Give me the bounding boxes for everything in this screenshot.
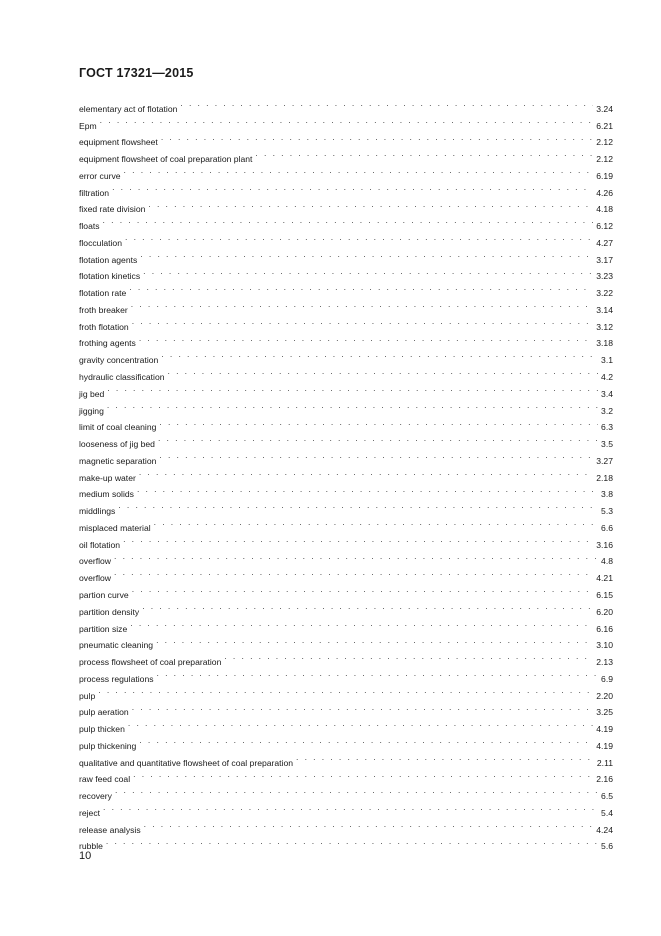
dot-leader: [296, 749, 594, 766]
dot-leader: [154, 514, 598, 531]
index-reference: 4.8: [601, 556, 613, 567]
index-term: reject: [79, 807, 101, 818]
dot-leader: [148, 196, 593, 213]
index-reference: 6.6: [601, 522, 613, 533]
dot-leader: [156, 632, 593, 649]
dot-leader: [168, 363, 599, 380]
index-entry: [79, 833, 613, 850]
dot-leader: [139, 330, 593, 347]
index-entry: [79, 447, 613, 464]
index-term: middlings: [79, 506, 116, 517]
index-entry: [79, 330, 613, 347]
index-term: pulp thicken: [79, 724, 125, 735]
index-term: flotation kinetics: [79, 271, 141, 282]
index-term: froth flotation: [79, 321, 129, 332]
index-reference: 6.21: [596, 120, 613, 131]
index-term: equipment flowsheet of coal preparation plant: [79, 154, 253, 165]
index-entry: [79, 766, 613, 783]
index-list: [79, 95, 613, 852]
dot-leader: [161, 346, 598, 363]
index-term: froth breaker: [79, 304, 128, 315]
index-entry: [79, 648, 613, 668]
index-entry: [79, 95, 613, 112]
dot-leader: [140, 246, 593, 263]
index-entry: [79, 196, 613, 213]
index-term: equipment flowsheet: [79, 137, 158, 148]
dot-leader: [106, 833, 598, 850]
index-reference: 2.20: [596, 690, 613, 701]
index-reference: 3.17: [596, 254, 613, 265]
dot-leader: [115, 782, 598, 799]
index-term: filtration: [79, 187, 110, 198]
index-term: flotation agents: [79, 254, 138, 265]
index-reference: 6.5: [601, 791, 613, 802]
index-entry: [79, 682, 613, 699]
index-reference: 3.12: [596, 321, 613, 332]
dot-leader: [103, 799, 598, 816]
index-entry: [79, 179, 613, 196]
dot-leader: [180, 95, 593, 112]
index-term: pulp: [79, 690, 96, 701]
index-reference: 3.4: [601, 388, 613, 399]
index-entry: [79, 816, 613, 833]
dot-leader: [132, 313, 594, 330]
dot-leader: [107, 397, 598, 414]
dot-leader: [123, 531, 593, 548]
index-reference: 4.19: [596, 740, 613, 751]
index-entry: [79, 246, 613, 263]
index-term: process flowsheet of coal preparation: [79, 657, 222, 668]
dot-leader: [137, 481, 598, 498]
dot-leader: [107, 380, 598, 397]
index-entry: [79, 212, 613, 232]
index-term: pneumatic cleaning: [79, 640, 154, 651]
index-entry: [79, 464, 613, 481]
index-term: pulp thickening: [79, 740, 137, 751]
index-term: raw feed coal: [79, 774, 131, 785]
dot-leader: [98, 682, 593, 699]
index-reference: 3.18: [596, 338, 613, 349]
index-term: error curve: [79, 170, 121, 181]
index-reference: 6.3: [601, 422, 613, 433]
index-entry: [79, 548, 613, 565]
index-entry: [79, 414, 613, 431]
index-reference: 6.12: [596, 221, 613, 232]
index-term: oil flotation: [79, 539, 121, 550]
index-reference: 4.19: [596, 724, 613, 735]
index-term: recovery: [79, 791, 112, 802]
index-term: overflow: [79, 573, 111, 584]
dot-leader: [133, 766, 593, 783]
index-term: process regulations: [79, 673, 154, 684]
index-reference: 3.14: [596, 304, 613, 315]
index-reference: 6.15: [596, 589, 613, 600]
index-term: Epm: [79, 120, 97, 131]
index-term: overflow: [79, 556, 111, 567]
index-entry: [79, 665, 613, 682]
index-term: fixed rate division: [79, 204, 146, 215]
dot-leader: [130, 615, 593, 632]
index-term: release analysis: [79, 824, 141, 835]
index-reference: 2.12: [596, 154, 613, 165]
dot-leader: [100, 112, 594, 129]
index-entry: [79, 296, 613, 313]
page-number: 10: [79, 850, 92, 862]
index-reference: 3.22: [596, 288, 613, 299]
index-entry: [79, 430, 613, 450]
index-reference: 2.12: [596, 137, 613, 148]
index-entry: [79, 229, 613, 246]
index-entry: [79, 615, 613, 632]
dot-leader: [124, 162, 594, 179]
dot-leader: [144, 816, 594, 833]
index-reference: 6.19: [596, 170, 613, 181]
index-reference: 3.23: [596, 271, 613, 282]
dot-leader: [125, 229, 593, 246]
index-entry: [79, 514, 613, 531]
dot-leader: [114, 548, 598, 565]
index-term: magnetic separation: [79, 455, 157, 466]
index-reference: 3.5: [601, 439, 613, 450]
index-entry: [79, 346, 613, 366]
dot-leader: [157, 665, 599, 682]
dot-leader: [118, 497, 598, 514]
index-term: partition size: [79, 623, 128, 634]
index-entry: [79, 313, 613, 330]
index-entry: [79, 715, 613, 735]
index-entry: [79, 531, 613, 548]
index-term: pulp aeration: [79, 707, 129, 718]
index-term: medium solids: [79, 489, 134, 500]
index-reference: 3.24: [596, 103, 613, 114]
index-entry: [79, 497, 613, 517]
index-entry: [79, 380, 613, 397]
index-entry: [79, 162, 613, 179]
index-reference: 3.1: [601, 355, 613, 366]
index-reference: 2.13: [596, 657, 613, 668]
index-entry: [79, 632, 613, 649]
dot-leader: [112, 179, 593, 196]
index-term: gravity concentration: [79, 355, 159, 366]
dot-leader: [255, 145, 593, 162]
index-reference: 6.16: [596, 623, 613, 634]
index-reference: 3.27: [596, 455, 613, 466]
index-reference: 4.2: [601, 372, 613, 383]
dot-leader: [132, 699, 594, 716]
index-reference: 3.16: [596, 539, 613, 550]
index-entry: [79, 129, 613, 146]
index-entry: [79, 564, 613, 584]
index-reference: 4.21: [596, 573, 613, 584]
dot-leader: [132, 581, 594, 598]
index-entry: [79, 699, 613, 716]
dot-leader: [161, 129, 593, 146]
index-term: make-up water: [79, 472, 136, 483]
index-term: limit of coal cleaning: [79, 422, 157, 433]
index-term: hydraulic classification: [79, 372, 165, 383]
index-entry: [79, 749, 613, 766]
dot-leader: [142, 598, 593, 615]
dot-leader: [103, 212, 594, 229]
index-term: qualitative and quantitative flowsheet of coal preparation: [79, 757, 294, 768]
dot-leader: [139, 732, 593, 749]
dot-leader: [158, 430, 598, 447]
index-term: flotation rate: [79, 288, 127, 299]
index-entry: [79, 279, 613, 299]
index-term: frothing agents: [79, 338, 136, 349]
index-term: jigging: [79, 405, 104, 416]
index-entry: [79, 397, 613, 414]
index-term: partition density: [79, 606, 140, 617]
index-reference: 5.4: [601, 807, 613, 818]
index-reference: 2.11: [596, 757, 613, 768]
index-term: floats: [79, 221, 100, 232]
index-entry: [79, 481, 613, 498]
index-reference: 3.2: [601, 405, 613, 416]
index-reference: 6.9: [601, 673, 613, 684]
dot-leader: [159, 447, 593, 464]
index-reference: 2.18: [596, 472, 613, 483]
index-term: partion curve: [79, 589, 129, 600]
dot-leader: [224, 648, 593, 665]
index-entry: [79, 581, 613, 598]
index-entry: [79, 598, 613, 615]
dot-leader: [159, 414, 598, 431]
index-reference: 3.25: [596, 707, 613, 718]
dot-leader: [139, 464, 593, 481]
index-entry: [79, 732, 613, 749]
index-term: misplaced material: [79, 522, 151, 533]
page-header: ГОСТ 17321—2015: [79, 66, 194, 80]
index-term: jig bed: [79, 388, 105, 399]
index-reference: 3.10: [596, 640, 613, 651]
index-reference: 2.16: [596, 774, 613, 785]
dot-leader: [129, 279, 593, 296]
dot-leader: [128, 715, 593, 732]
index-reference: 5.3: [601, 506, 613, 517]
index-reference: 4.24: [596, 824, 613, 835]
index-term: elementary act of flotation: [79, 103, 178, 114]
index-reference: 4.26: [596, 187, 613, 198]
index-entry: [79, 112, 613, 129]
index-entry: [79, 263, 613, 280]
index-term: rubble: [79, 841, 103, 852]
index-reference: 4.27: [596, 237, 613, 248]
index-reference: 5.6: [601, 841, 613, 852]
index-entry: [79, 782, 613, 802]
index-reference: 3.8: [601, 489, 613, 500]
dot-leader: [131, 296, 594, 313]
dot-leader: [143, 263, 593, 280]
index-entry: [79, 799, 613, 816]
index-reference: 6.20: [596, 606, 613, 617]
index-term: flocculation: [79, 237, 122, 248]
index-reference: 4.18: [596, 204, 613, 215]
dot-leader: [114, 564, 593, 581]
index-term: looseness of jig bed: [79, 439, 155, 450]
